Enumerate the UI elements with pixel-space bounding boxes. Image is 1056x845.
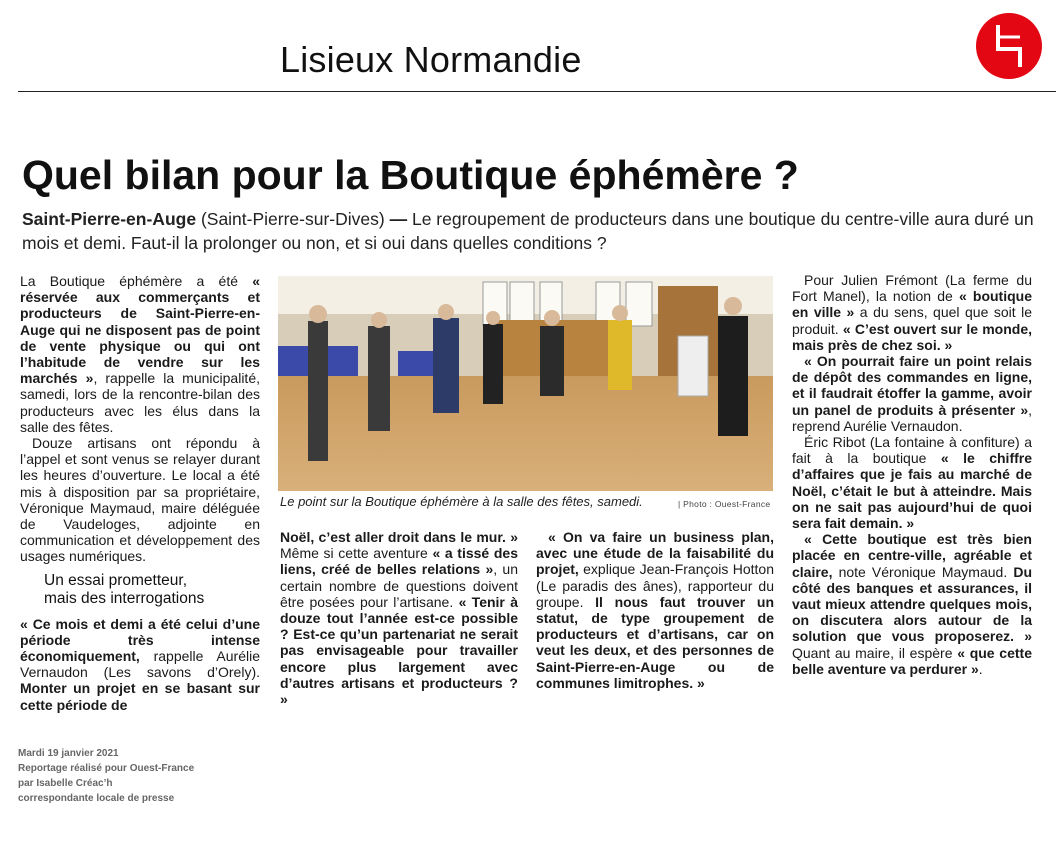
article-lead xyxy=(22,207,1042,255)
paragraph: « Ce mois et demi a été celui d’une période très intense économiquement, rappelle Aurélie Vernaudon (Les savons d’Orely). Monter un projet en se basant sur cette période de xyxy=(20,615,260,713)
paragraph: « On va faire un business plan, avec une étude de la faisabilité du projet, explique Jean-François Hotton (Le paradis des ânes), rapporteur du groupe. Il nous faut trouver un statut, de type groupement de producteurs et d’artisans, car on veut les deux, et des personnes de Saint-Pierre-en-Auge ou de communes limitrophes. » xyxy=(536,529,775,691)
article-column-4 xyxy=(792,272,1032,677)
paragraph: Douze artisans ont répondu à l’appel et sont venus se relayer durant les heures d’ouverture. Le local a été mis à disposition par sa propriétaire, Véronique Maymaud, maire déléguée de Vaudeloges, adjointe en communication et développement des usages numériques. xyxy=(20,435,260,565)
article-column-3 xyxy=(536,529,774,691)
footer-report: Reportage réalisé pour Ouest-France xyxy=(18,763,195,774)
paragraph: Éric Ribot (La fontaine à confiture) a fait à la boutique « le chiffre d’affaires que je fais au marché de Noël, c’était le but à atteindre. Mais on ne sait pas aujourd’hui de quoi sera fait demain. » xyxy=(792,434,1032,532)
section-title: Lisieux Normandie xyxy=(280,39,582,80)
article-headline: Quel bilan pour la Boutique éphémère ? xyxy=(22,152,799,198)
lead-text: Le regroupement de producteurs dans une boutique du centre-ville aura duré un mois et demi. Faut-il la prolonger ou non, et si oui dans quelles conditions ? xyxy=(22,209,1034,253)
article-column-1 xyxy=(20,273,260,713)
article-footer xyxy=(18,746,194,806)
lead-place: Saint-Pierre-en-Auge xyxy=(22,209,197,229)
article-column-2 xyxy=(280,529,518,707)
paragraph: Pour Julien Frémont (La ferme du Fort Manel), la notion de « boutique en ville » a du sens, quel que soit le produit. « C’est ouvert sur le monde, mais près de chez soi. » xyxy=(792,272,1032,353)
lead-dash: — xyxy=(389,209,408,229)
paragraph: « Cette boutique est très bien placée en centre-ville, agréable et claire, note Véronique Maymaud. Du côté des banques et assurances, il vaut mieux attendre quelques mois, on discutera alors autour de la solution que vous proposerez. » Quant au maire, il espère « que cette belle aventure va perdurer ». xyxy=(792,531,1032,677)
ouest-france-logo xyxy=(976,13,1042,79)
header-rule xyxy=(18,91,1056,92)
photo-caption: Le point sur la Boutique éphémère à la salle des fêtes, samedi. xyxy=(280,494,643,509)
footer-date: Mardi 19 janvier 2021 xyxy=(18,748,119,759)
paragraph: Noël, c’est aller droit dans le mur. » Même si cette aventure « a tissé des liens, créé de belles relations », un certain nombre de questions doivent être posées pour l’artisane. « Tenir à douze tout l’année est-ce possible ? Est-ce qu’un partenariat ne serait pas envisageable pour travailler encore plus largement avec d’autres artisans et producteurs ? » xyxy=(280,529,518,708)
lead-subplace: (Saint-Pierre-sur-Dives) xyxy=(200,209,385,229)
intertitle: Un essai prometteur, mais des interrogations xyxy=(44,571,205,607)
article-photo xyxy=(278,276,773,491)
paragraph: La Boutique éphémère a été « réservée aux commerçants et producteurs de Saint-Pierre-en-Auge qui ne disposent pas de point de vente physique ou qui ont l’habitude de vendre sur les marchés », rappelle la municipalité, samedi, lors de la rencontre-bilan des producteurs avec les élus dans la salle des fêtes. xyxy=(20,273,260,435)
photo-credit: | Photo : Ouest-France xyxy=(678,499,771,509)
footer-role: correspondante locale de presse xyxy=(18,793,175,804)
footer-author: par Isabelle Créac’h xyxy=(18,778,113,789)
paragraph: « On pourrait faire un point relais de dépôt des commandes en ligne, et il faudrait étoffer la gamme, avoir un panel de produits à présenter », reprend Aurélie Vernaudon. xyxy=(792,353,1032,434)
